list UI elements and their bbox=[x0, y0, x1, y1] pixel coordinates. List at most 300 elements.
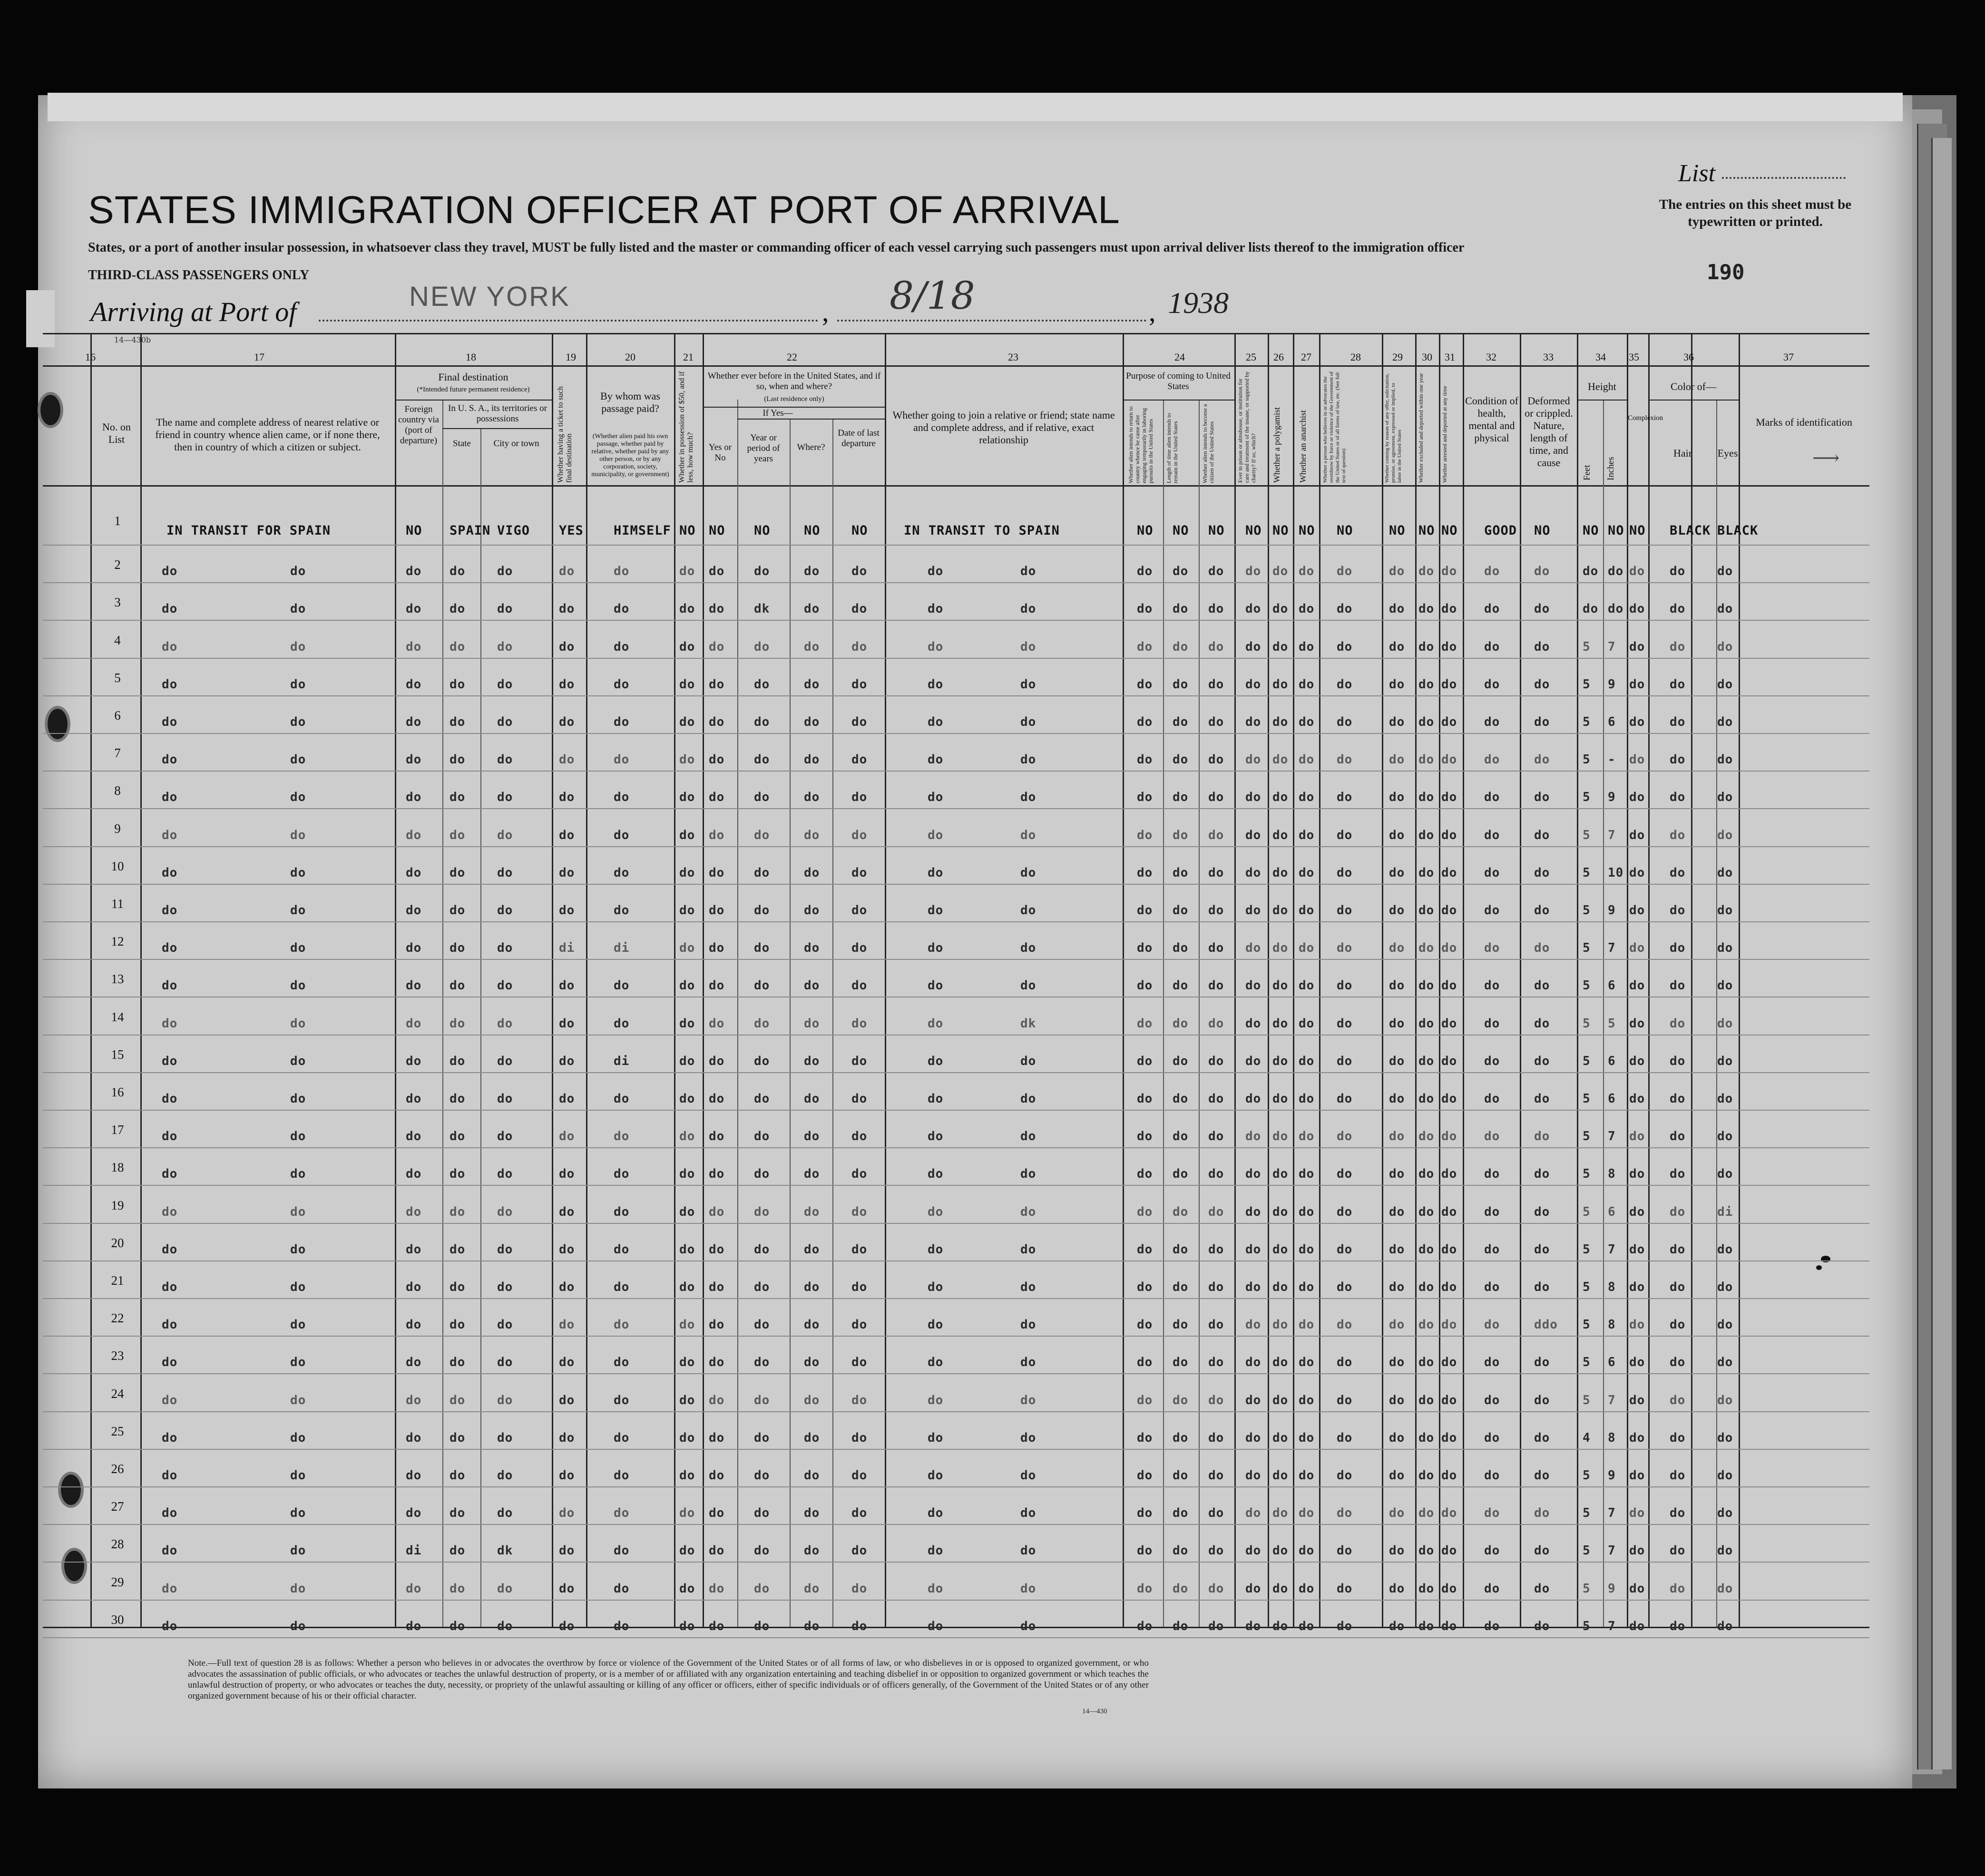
cell-c36h: do bbox=[1670, 1393, 1686, 1407]
cell-c22p: do bbox=[754, 1054, 770, 1068]
cell-c33: do bbox=[1534, 1506, 1550, 1521]
cell-c22d: do bbox=[851, 1016, 868, 1031]
row-number: 9 bbox=[114, 821, 121, 836]
header-anarchist: Whether an anarchist bbox=[1298, 410, 1308, 483]
cell-c34f: 5 bbox=[1583, 1167, 1591, 1182]
cell-c23b: do bbox=[1020, 1204, 1037, 1219]
cell-c17a: do bbox=[162, 865, 178, 880]
cell-c24a: do bbox=[1137, 639, 1153, 654]
cell-c24b: do bbox=[1173, 715, 1189, 729]
cell-c22p: do bbox=[754, 1167, 770, 1182]
cell-c33: do bbox=[1534, 1129, 1550, 1144]
cell-c30: do bbox=[1418, 1242, 1435, 1257]
cell-c25: do bbox=[1245, 1054, 1261, 1068]
cell-c35: do bbox=[1629, 564, 1645, 579]
cell-c36e: do bbox=[1717, 639, 1733, 654]
cell-c22y: do bbox=[709, 1506, 725, 1521]
cell-c26: do bbox=[1272, 1393, 1289, 1407]
row-number: 22 bbox=[111, 1311, 124, 1326]
cell-c18s: do bbox=[450, 677, 466, 692]
cell-c34i: 7 bbox=[1608, 1129, 1616, 1144]
cell-c23a: do bbox=[928, 1619, 944, 1633]
cell-c23b: do bbox=[1020, 1506, 1037, 1521]
header-year-period: Year or period of years bbox=[747, 433, 780, 464]
table-top-rule bbox=[43, 333, 1869, 334]
cell-c36e: do bbox=[1717, 828, 1733, 842]
cell-c31: do bbox=[1441, 941, 1457, 956]
cell-c33: do bbox=[1534, 1619, 1550, 1633]
cell-c28: do bbox=[1337, 1016, 1353, 1031]
cell-c18s: do bbox=[450, 1280, 466, 1294]
comma: , bbox=[822, 296, 829, 327]
cell-c33: do bbox=[1534, 1167, 1550, 1182]
form-number: 14—430b bbox=[114, 335, 151, 344]
header-inches: Inches bbox=[1606, 457, 1616, 480]
header-polygamist: Whether a polygamist bbox=[1272, 407, 1281, 483]
cell-c34f: 5 bbox=[1583, 941, 1591, 956]
arrow-sketch: ⟶ bbox=[1812, 447, 1840, 469]
cell-c24c: do bbox=[1208, 1242, 1224, 1257]
cell-c24a: do bbox=[1137, 752, 1153, 767]
cell-c18s: do bbox=[450, 1318, 466, 1332]
row-number: 4 bbox=[114, 633, 121, 647]
cell-c27: do bbox=[1299, 903, 1315, 918]
cell-c34f: 5 bbox=[1583, 1092, 1591, 1106]
cell-c17a: do bbox=[162, 1016, 178, 1031]
cell-c18f: do bbox=[406, 1280, 422, 1294]
cell-c36e: do bbox=[1717, 564, 1733, 579]
cell-c22p: dk bbox=[754, 602, 770, 616]
cell-c18s: do bbox=[450, 1468, 466, 1483]
cell-c34i: 9 bbox=[1608, 1468, 1616, 1483]
cell-c27: do bbox=[1299, 1619, 1315, 1633]
cell-c25: do bbox=[1245, 828, 1261, 842]
cell-c24b: do bbox=[1173, 1393, 1189, 1407]
cell-c27: do bbox=[1299, 1355, 1315, 1370]
row-number: 14 bbox=[111, 1009, 124, 1024]
header-foreign-country: Foreign country via (port of departure) bbox=[398, 404, 439, 446]
cell-c17a: do bbox=[162, 1468, 178, 1483]
date-dotted-line bbox=[837, 320, 1146, 322]
cell-c22p: do bbox=[754, 790, 770, 805]
cell-c22d: do bbox=[851, 1355, 868, 1370]
cell-c19: do bbox=[559, 1468, 575, 1483]
cell-c35: do bbox=[1629, 790, 1645, 805]
cell-c23a: IN TRANSIT TO SPAIN bbox=[904, 523, 1060, 538]
cell-c29: do bbox=[1389, 1280, 1405, 1294]
header-prison: Ever in prison or almshouse, or institution for care and treatment of the insane, or supported by charity? If so, which? bbox=[1237, 371, 1257, 483]
cell-c30: do bbox=[1418, 1393, 1435, 1407]
cell-c17a: do bbox=[162, 1506, 178, 1521]
header-overthrow: Whether a person who believes in or advocates the overthrow by force or violence of the Government of the United States or of all forms of law, etc. (See full text of question) bbox=[1322, 371, 1347, 483]
cell-c36e: do bbox=[1717, 602, 1733, 616]
cell-c28: do bbox=[1337, 564, 1353, 579]
footer-code: 14—430 bbox=[1082, 1708, 1107, 1715]
cell-c17b: do bbox=[290, 903, 306, 918]
colnum-rule bbox=[43, 365, 1869, 367]
cell-c18f: do bbox=[406, 1619, 422, 1633]
colnum-25: 25 bbox=[1246, 351, 1256, 363]
row-rule bbox=[43, 658, 1869, 659]
cell-c17a: do bbox=[162, 602, 178, 616]
cell-c33: do bbox=[1534, 1355, 1550, 1370]
cell-c17a: do bbox=[162, 1318, 178, 1332]
cell-c29: do bbox=[1389, 1544, 1405, 1558]
cell-c17a: do bbox=[162, 752, 178, 767]
cell-c23a: do bbox=[928, 941, 944, 956]
cell-c24b: do bbox=[1173, 1242, 1189, 1257]
subcol-rule bbox=[737, 400, 738, 1627]
subcol-rule bbox=[1199, 400, 1200, 1627]
cell-c23b: do bbox=[1020, 1129, 1037, 1144]
cell-c34f: 5 bbox=[1583, 1619, 1591, 1633]
cell-c18s: do bbox=[450, 1581, 466, 1596]
cell-c27: do bbox=[1299, 1204, 1315, 1219]
cell-c29: do bbox=[1389, 1129, 1405, 1144]
cell-c26: do bbox=[1272, 903, 1289, 918]
col-rule bbox=[552, 333, 553, 1627]
cell-c22w: do bbox=[804, 1430, 820, 1445]
cell-c27: do bbox=[1299, 1016, 1315, 1031]
cell-c22p: do bbox=[754, 1506, 770, 1521]
cell-c27: do bbox=[1299, 1506, 1315, 1521]
cell-c21: do bbox=[679, 1430, 695, 1445]
cell-c17b: do bbox=[290, 828, 306, 842]
cell-c34f: 4 bbox=[1583, 1430, 1591, 1445]
cell-c21: NO bbox=[679, 523, 696, 538]
cell-c27: do bbox=[1299, 1581, 1315, 1596]
cell-c24c: do bbox=[1208, 639, 1224, 654]
cell-c32: do bbox=[1484, 828, 1500, 842]
cell-c21: do bbox=[679, 715, 695, 729]
subhead-rule bbox=[703, 407, 885, 408]
cell-c33: do bbox=[1534, 677, 1550, 692]
cell-c21: do bbox=[679, 677, 695, 692]
cell-c24b: do bbox=[1173, 1430, 1189, 1445]
row-rule bbox=[43, 1336, 1869, 1337]
subhead-rule bbox=[442, 428, 552, 429]
cell-c25: do bbox=[1245, 1393, 1261, 1407]
row-rule bbox=[43, 1035, 1869, 1036]
cell-c24a: do bbox=[1137, 1619, 1153, 1633]
cell-c18c: do bbox=[497, 1468, 513, 1483]
row-number: 12 bbox=[111, 934, 124, 949]
cell-c21: do bbox=[679, 828, 695, 842]
cell-c22p: do bbox=[754, 1355, 770, 1370]
cell-c28: do bbox=[1337, 978, 1353, 993]
cell-c22d: NO bbox=[851, 523, 868, 538]
cell-c17a: IN TRANSIT FOR SPAIN bbox=[166, 523, 331, 538]
row-number: 25 bbox=[111, 1424, 124, 1438]
cell-c24c: do bbox=[1208, 1393, 1224, 1407]
header-city: City or town bbox=[493, 439, 539, 449]
cell-c20: do bbox=[614, 865, 630, 880]
cell-c22y: do bbox=[709, 903, 725, 918]
cell-c27: do bbox=[1299, 1129, 1315, 1144]
header-where: Where? bbox=[797, 442, 825, 452]
cell-c35: do bbox=[1629, 1054, 1645, 1068]
cell-c20: HIMSELF bbox=[614, 523, 671, 538]
cell-c24a: do bbox=[1137, 1280, 1153, 1294]
cell-c22d: do bbox=[851, 1468, 868, 1483]
cell-c20: do bbox=[614, 1204, 630, 1219]
col-rule bbox=[1319, 333, 1320, 1627]
cell-c35: do bbox=[1629, 1468, 1645, 1483]
cell-c24c: do bbox=[1208, 1468, 1224, 1483]
cell-c24a: do bbox=[1137, 1242, 1153, 1257]
cell-c36e: do bbox=[1717, 1468, 1733, 1483]
cell-c31: do bbox=[1441, 1280, 1457, 1294]
arriving-label: Arriving at Port of bbox=[90, 296, 297, 327]
cell-c23b: do bbox=[1020, 1318, 1037, 1332]
cell-c24c: do bbox=[1208, 602, 1224, 616]
cell-c36e: do bbox=[1717, 1506, 1733, 1521]
cell-c32: do bbox=[1484, 1092, 1500, 1106]
cell-c36h: do bbox=[1670, 1280, 1686, 1294]
cell-c22w: do bbox=[804, 1129, 820, 1144]
cell-c28: do bbox=[1337, 1204, 1353, 1219]
cell-c21: do bbox=[679, 1393, 695, 1407]
page-stack-edge bbox=[1931, 138, 1952, 1769]
cell-c26: do bbox=[1272, 1468, 1289, 1483]
cell-c31: do bbox=[1441, 1506, 1457, 1521]
cell-c31: do bbox=[1441, 1054, 1457, 1068]
cell-c23a: do bbox=[928, 602, 944, 616]
col-rule bbox=[1627, 333, 1628, 1627]
header-excluded: Whether excluded and deported within one year bbox=[1418, 373, 1424, 483]
cell-c20: di bbox=[614, 941, 630, 956]
cell-c26: do bbox=[1272, 865, 1289, 880]
cell-c20: do bbox=[614, 1506, 630, 1521]
cell-c29: do bbox=[1389, 978, 1405, 993]
cell-c24b: do bbox=[1173, 1204, 1189, 1219]
cell-c22y: do bbox=[709, 1280, 725, 1294]
cell-c21: do bbox=[679, 790, 695, 805]
cell-c36h: do bbox=[1670, 1167, 1686, 1182]
cell-c30: do bbox=[1418, 1092, 1435, 1106]
cell-c36h: do bbox=[1670, 941, 1686, 956]
cell-c34f: 5 bbox=[1583, 1129, 1591, 1144]
cell-c24b: NO bbox=[1173, 523, 1189, 538]
cell-c19: do bbox=[559, 828, 575, 842]
cell-c34i: NO bbox=[1608, 523, 1624, 538]
cell-c18c: do bbox=[497, 1129, 513, 1144]
cell-c22d: do bbox=[851, 1430, 868, 1445]
cell-c24a: do bbox=[1137, 1581, 1153, 1596]
col-rule bbox=[1463, 333, 1464, 1627]
cell-c18c: do bbox=[497, 602, 513, 616]
cell-c32: do bbox=[1484, 978, 1500, 993]
cell-c19: do bbox=[559, 677, 575, 692]
cell-c23a: do bbox=[928, 1242, 944, 1257]
cell-c20: do bbox=[614, 602, 630, 616]
cell-c20: do bbox=[614, 1430, 630, 1445]
cell-c30: NO bbox=[1418, 523, 1435, 538]
cell-c25: do bbox=[1245, 1242, 1261, 1257]
cell-c18c: do bbox=[497, 1355, 513, 1370]
cell-c34i: 6 bbox=[1608, 978, 1616, 993]
cell-c21: do bbox=[679, 1092, 695, 1106]
cell-c17b: do bbox=[290, 1280, 306, 1294]
cell-c26: do bbox=[1272, 1355, 1289, 1370]
cell-c35: do bbox=[1629, 1318, 1645, 1332]
cell-c33: ddo bbox=[1534, 1318, 1558, 1332]
cell-c29: do bbox=[1389, 1204, 1405, 1219]
year-prefix: 19 bbox=[1168, 286, 1198, 320]
subcol-rule bbox=[790, 419, 791, 1627]
cell-c22w: do bbox=[804, 1468, 820, 1483]
cell-c22d: do bbox=[851, 1544, 868, 1558]
colnum-34: 34 bbox=[1595, 351, 1606, 363]
cell-c34f: 5 bbox=[1583, 828, 1591, 842]
cell-c33: do bbox=[1534, 1544, 1550, 1558]
cell-c33: do bbox=[1534, 1054, 1550, 1068]
cell-c34i: 10 bbox=[1608, 865, 1624, 880]
cell-c22w: do bbox=[804, 1393, 820, 1407]
cell-c17b: do bbox=[290, 1430, 306, 1445]
cell-c19: do bbox=[559, 1167, 575, 1182]
cell-c25: do bbox=[1245, 1506, 1261, 1521]
header-health: Condition of health, mental and physical bbox=[1465, 395, 1518, 444]
cell-c34i: do bbox=[1608, 564, 1624, 579]
cell-c32: do bbox=[1484, 1167, 1500, 1182]
cell-c22p: do bbox=[754, 1393, 770, 1407]
cell-c23a: do bbox=[928, 1393, 944, 1407]
cell-c22d: do bbox=[851, 1092, 868, 1106]
cell-c36h: do bbox=[1670, 602, 1686, 616]
cell-c31: do bbox=[1441, 1581, 1457, 1596]
cell-c22p: do bbox=[754, 828, 770, 842]
cell-c34i: 9 bbox=[1608, 790, 1616, 805]
cell-c18s: do bbox=[450, 941, 466, 956]
cell-c22y: do bbox=[709, 752, 725, 767]
cell-c27: do bbox=[1299, 639, 1315, 654]
cell-c28: do bbox=[1337, 1468, 1353, 1483]
cell-c22w: do bbox=[804, 1167, 820, 1182]
row-number: 30 bbox=[111, 1612, 124, 1627]
cell-c18f: do bbox=[406, 1129, 422, 1144]
cell-c36e: do bbox=[1717, 1167, 1733, 1182]
cell-c24b: do bbox=[1173, 1167, 1189, 1182]
cell-c24a: do bbox=[1137, 1016, 1153, 1031]
cell-c23b: do bbox=[1020, 828, 1037, 842]
cell-c22y: do bbox=[709, 1016, 725, 1031]
cell-c23b: do bbox=[1020, 1619, 1037, 1633]
cell-c17b: do bbox=[290, 790, 306, 805]
cell-c31: do bbox=[1441, 903, 1457, 918]
header-citizen-intent: Whether alien intends to become a citizen of the United States bbox=[1202, 404, 1215, 483]
colnum-17: 17 bbox=[254, 351, 264, 363]
header-hair: Hair bbox=[1673, 447, 1692, 459]
cell-c34i: 9 bbox=[1608, 677, 1616, 692]
cell-c36e: do bbox=[1717, 941, 1733, 956]
cell-c22w: do bbox=[804, 1619, 820, 1633]
cell-c21: do bbox=[679, 1318, 695, 1332]
cell-c30: do bbox=[1418, 1468, 1435, 1483]
cell-c31: do bbox=[1441, 1619, 1457, 1633]
cell-c32: do bbox=[1484, 1242, 1500, 1257]
cell-c32: do bbox=[1484, 1506, 1500, 1521]
cell-c26: do bbox=[1272, 1204, 1289, 1219]
cell-c34i: 6 bbox=[1608, 1355, 1616, 1370]
cell-c19: do bbox=[559, 1129, 575, 1144]
header-length-stay: Length of time alien intends to remain in the United States bbox=[1165, 413, 1179, 483]
cell-c23a: do bbox=[928, 1016, 944, 1031]
header-last-departure: Date of last departure bbox=[838, 428, 880, 449]
cell-c27: do bbox=[1299, 941, 1315, 956]
cell-c25: do bbox=[1245, 1318, 1261, 1332]
row-rule bbox=[43, 1637, 1869, 1638]
cell-c34i: 8 bbox=[1608, 1167, 1616, 1182]
cell-c34i: do bbox=[1608, 602, 1624, 616]
cell-c20: do bbox=[614, 715, 630, 729]
cell-c22p: do bbox=[754, 1280, 770, 1294]
cell-c22y: do bbox=[709, 602, 725, 616]
cell-c25: do bbox=[1245, 639, 1261, 654]
cell-c23a: do bbox=[928, 903, 944, 918]
cell-c19: do bbox=[559, 1355, 575, 1370]
cell-c36h: do bbox=[1670, 1242, 1686, 1257]
cell-c29: do bbox=[1389, 1016, 1405, 1031]
cell-c25: NO bbox=[1245, 523, 1262, 538]
cell-c23a: do bbox=[928, 1430, 944, 1445]
cell-c22w: do bbox=[804, 1544, 820, 1558]
cell-c22y: do bbox=[709, 1129, 725, 1144]
cell-c18f: do bbox=[406, 1506, 422, 1521]
cell-c25: do bbox=[1245, 865, 1261, 880]
cell-c24c: do bbox=[1208, 1581, 1224, 1596]
cell-c22y: do bbox=[709, 1393, 725, 1407]
cell-c17a: do bbox=[162, 639, 178, 654]
col-rule bbox=[1439, 333, 1440, 1627]
cell-c36e: do bbox=[1717, 752, 1733, 767]
cell-c25: do bbox=[1245, 602, 1261, 616]
cell-c22p: do bbox=[754, 978, 770, 993]
cell-c18f: do bbox=[406, 978, 422, 993]
cell-c23a: do bbox=[928, 978, 944, 993]
cell-c18s: do bbox=[450, 1355, 466, 1370]
cell-c30: do bbox=[1418, 828, 1435, 842]
colnum-16: 16 bbox=[85, 351, 96, 363]
cell-c27: do bbox=[1299, 1280, 1315, 1294]
cell-c22p: do bbox=[754, 1468, 770, 1483]
cell-c27: do bbox=[1299, 564, 1315, 579]
cell-c17a: do bbox=[162, 828, 178, 842]
row-number: 7 bbox=[114, 746, 121, 761]
cell-c19: do bbox=[559, 715, 575, 729]
cell-c24c: do bbox=[1208, 752, 1224, 767]
cell-c23b: do bbox=[1020, 1581, 1037, 1596]
cell-c33: do bbox=[1534, 715, 1550, 729]
cell-c24a: do bbox=[1137, 1506, 1153, 1521]
cell-c35: do bbox=[1629, 602, 1645, 616]
cell-c25: do bbox=[1245, 1619, 1261, 1633]
row-number: 6 bbox=[114, 708, 121, 723]
cell-c23a: do bbox=[928, 1318, 944, 1332]
cell-c28: do bbox=[1337, 1242, 1353, 1257]
cell-c23b: do bbox=[1020, 1054, 1037, 1068]
cell-c26: do bbox=[1272, 1280, 1289, 1294]
cell-c23b: do bbox=[1020, 1242, 1037, 1257]
cell-c18f: do bbox=[406, 715, 422, 729]
cell-c23b: do bbox=[1020, 1430, 1037, 1445]
cell-c28: do bbox=[1337, 602, 1353, 616]
row-rule bbox=[43, 1600, 1869, 1601]
cell-c21: do bbox=[679, 564, 695, 579]
cell-c22y: do bbox=[709, 1167, 725, 1182]
cell-c34f: NO bbox=[1583, 523, 1599, 538]
header-purpose: Purpose of coming to United States bbox=[1126, 371, 1231, 391]
